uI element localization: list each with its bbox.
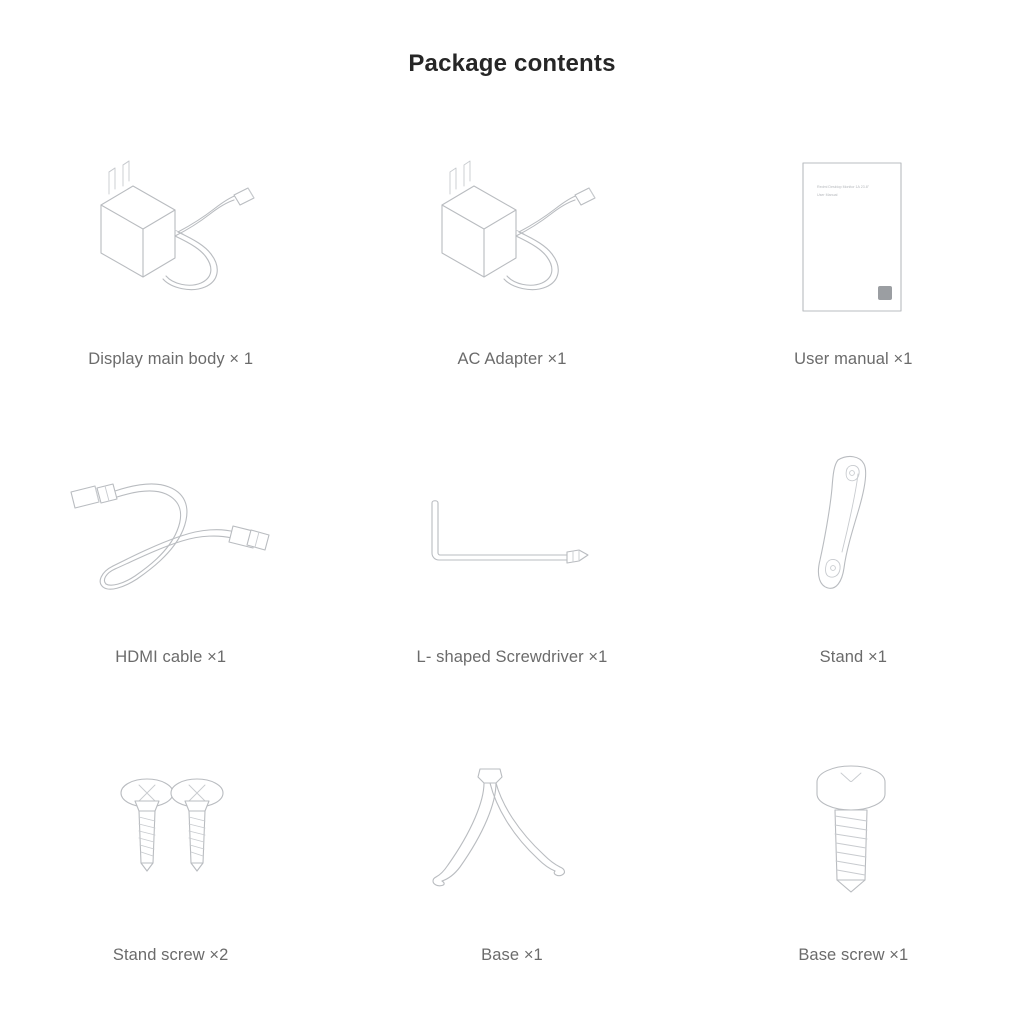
list-item: [341, 120, 682, 418]
list-item: [683, 418, 1024, 716]
l-shaped-screwdriver-icon: [341, 418, 682, 648]
package-contents-grid: [0, 120, 1024, 1014]
list-item: [0, 120, 341, 418]
list-item-label: AC Adapter ×1: [457, 350, 567, 368]
list-item-label: Stand ×1: [819, 648, 887, 666]
power-adapter-icon: [0, 120, 341, 350]
list-item: [0, 716, 341, 1014]
list-item: [341, 716, 682, 1014]
manual-title-line2: User Manual: [817, 193, 838, 197]
list-item-label: L- shaped Screwdriver ×1: [416, 648, 608, 666]
page-title: Package contents: [408, 50, 616, 77]
list-item-label: Base screw ×1: [798, 946, 909, 964]
list-item: [0, 418, 341, 716]
base-screw-icon: [683, 716, 1024, 946]
list-item-label: Stand screw ×2: [112, 946, 229, 964]
list-item: [341, 418, 682, 716]
list-item: [683, 120, 1024, 418]
stand-screw-icon: [0, 716, 341, 946]
list-item-label: Base ×1: [481, 946, 543, 964]
user-manual-icon: [683, 120, 1024, 350]
base-icon: [341, 716, 682, 946]
ac-adapter-icon: [341, 120, 682, 350]
manual-title-line1: Redmi Desktop Monitor 1A 23.8": [817, 185, 870, 189]
list-item-label: User manual ×1: [794, 350, 913, 368]
list-item-label: Display main body × 1: [88, 350, 254, 368]
list-item-label: HDMI cable ×1: [115, 648, 227, 666]
stand-icon: [683, 418, 1024, 648]
hdmi-cable-icon: [0, 418, 341, 648]
list-item: [683, 716, 1024, 1014]
